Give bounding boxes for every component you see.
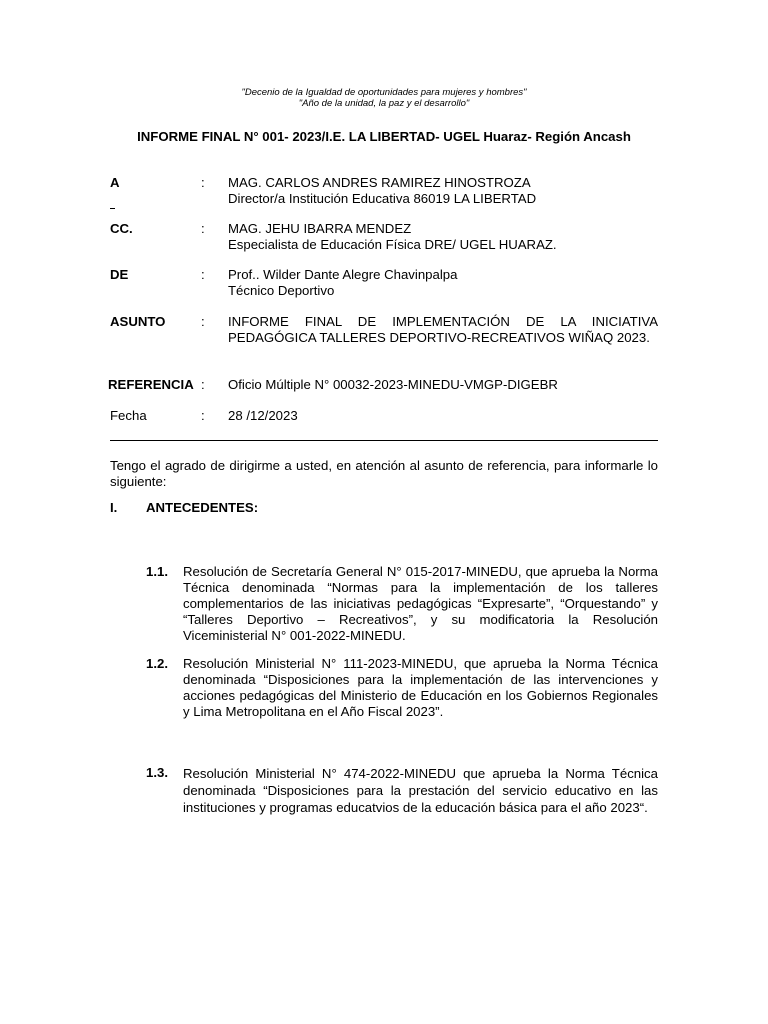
section-number: I. xyxy=(110,500,118,515)
field-fecha-colon: : xyxy=(201,408,205,423)
field-cc-role: Especialista de Educación Física DRE/ UGEL HUARAZ. xyxy=(228,237,557,252)
field-asunto-colon: : xyxy=(201,314,205,329)
decade-motto: "Decenio de la Igualdad de oportunidades para mujeres y hombres" xyxy=(241,87,527,98)
field-de-role: Técnico Deportivo xyxy=(228,283,335,298)
item-number: 1.2. xyxy=(146,656,168,671)
field-a-name: MAG. CARLOS ANDRES RAMIREZ HINOSTROZA xyxy=(228,175,531,190)
item-text: Resolución de Secretaría General N° 015-2017-MINEDU, que aprueba la Norma Técnica denominada “Normas para la implementación de los talleres complementarios de las iniciativas pedagógicas “Expresarte”, “Orquestando” y “Talleres Deportivo – Recreativos”, y su modificatoria la Resolución Viceministerial N° 001-2022-MINEDU. xyxy=(183,564,658,643)
year-motto: "Año de la unidad, la paz y el desarrollo" xyxy=(298,98,470,109)
field-a-label: A xyxy=(110,175,120,190)
field-de-name: Prof.. Wilder Dante Alegre Chavinpalpa xyxy=(228,267,458,282)
field-cc-name: MAG. JEHU IBARRA MENDEZ xyxy=(228,221,412,236)
field-cc-label: CC. xyxy=(110,221,133,236)
intro-paragraph: Tengo el agrado de dirigirme a usted, en atención al asunto de referencia, para informarle lo siguiente: xyxy=(110,458,658,489)
field-de-colon: : xyxy=(201,267,205,282)
cc-underline-mark xyxy=(110,208,115,209)
field-cc-colon: : xyxy=(201,221,205,236)
field-a-role: Director/a Institución Educativa 86019 LA LIBERTAD xyxy=(228,191,537,206)
item-number: 1.1. xyxy=(146,564,168,579)
field-a-colon: : xyxy=(201,175,205,190)
field-cc-value xyxy=(228,221,557,253)
report-title: INFORME FINAL N° 001- 2023/I.E. LA LIBERTAD- UGEL Huaraz- Región Ancash xyxy=(137,129,631,144)
field-referencia-colon: : xyxy=(201,377,205,392)
item-text: Resolución Ministerial N° 474-2022-MINEDU que aprueba la Norma Técnica denominada “Disposiciones para la prestación del servicio educativo en las instituciones y programas educatvios de la educación básica para el año 2023“. xyxy=(183,766,658,815)
field-fecha-value: 28 /12/2023 xyxy=(228,408,298,423)
item-number: 1.3. xyxy=(146,765,168,780)
field-de-value xyxy=(228,267,457,299)
header-divider xyxy=(110,440,658,441)
field-asunto-label: ASUNTO xyxy=(110,314,166,329)
field-a-value xyxy=(228,175,536,207)
item-text: Resolución Ministerial N° 111-2023-MINEDU, que aprueba la Norma Técnica denominada “Disposiciones para la implementación de las intervenciones y acciones pedagógicas del Ministerio de Educación en los Gobiernos Regionales y Lima Metropolitana en el Año Fiscal 2023”. xyxy=(183,656,658,719)
field-fecha-label: Fecha xyxy=(110,408,147,423)
section-title: ANTECEDENTES: xyxy=(146,500,259,515)
field-asunto-value: INFORME FINAL DE IMPLEMENTACIÓN DE LA INICIATIVA PEDAGÓGICA TALLERES DEPORTIVO-RECREATIVOS WIÑAQ 2023. xyxy=(228,314,658,345)
field-referencia-label: REFERENCIA xyxy=(108,377,194,392)
field-de-label: DE xyxy=(110,267,129,282)
field-referencia-value: Oficio Múltiple N° 00032-2023-MINEDU-VMGP-DIGEBR xyxy=(228,377,558,392)
